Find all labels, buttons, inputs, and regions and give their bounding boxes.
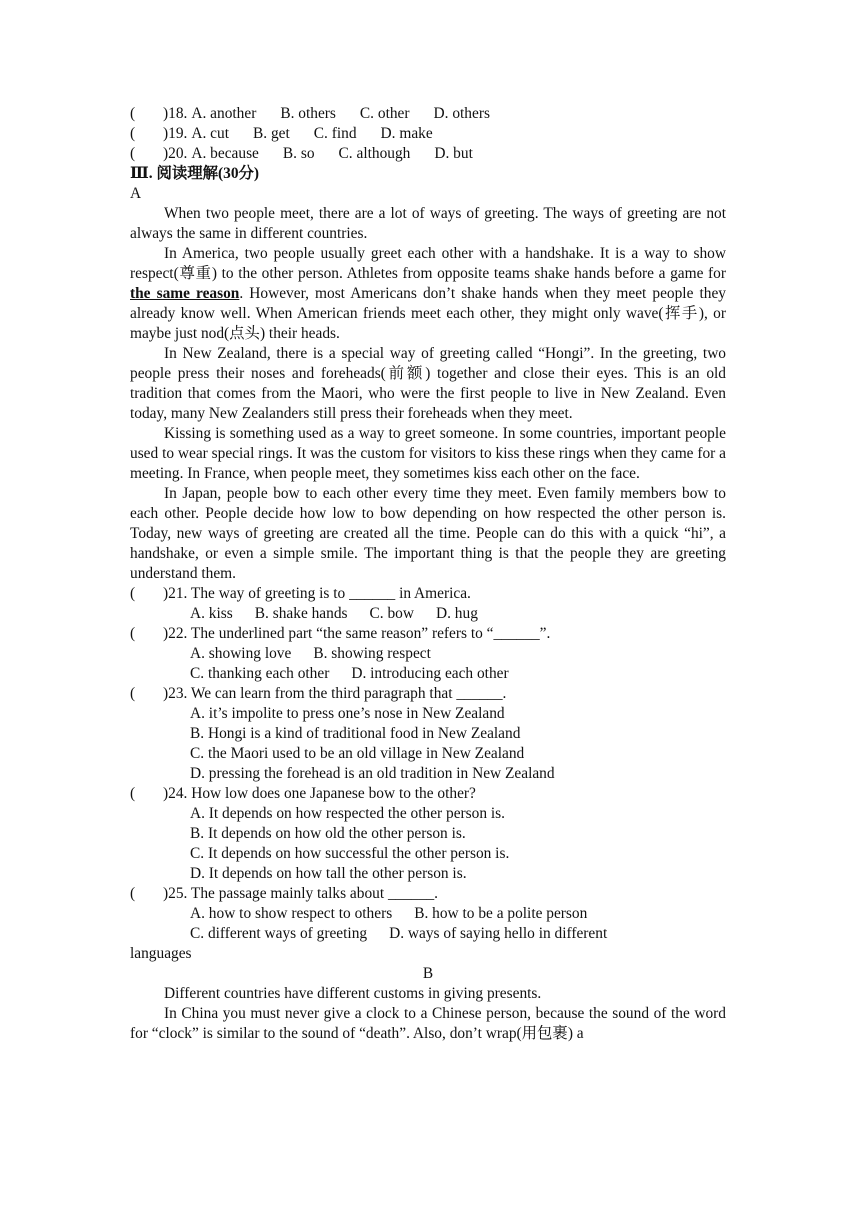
passage-a-paragraph-1: When two people meet, there are a lot of ways of greeting. The ways of greeting are not always the same in different countries. — [130, 205, 726, 242]
option: C. different ways of greeting — [190, 925, 368, 942]
question-stem: )21. The way of greeting is to ______ in America. — [163, 585, 471, 602]
question-stem: )23. We can learn from the third paragraph that ______. — [163, 685, 507, 702]
option-wrap: languages — [130, 945, 192, 962]
option: C. the Maori used to be an old village in New Zealand — [190, 745, 525, 762]
question-stem: )25. The passage mainly talks about ______. — [163, 885, 438, 902]
option: C. other — [359, 105, 410, 122]
option: A. kiss — [190, 605, 233, 622]
option: D. others — [433, 105, 490, 122]
question-19 — [130, 124, 726, 144]
option: A. It depends on how respected the other person is. — [190, 805, 505, 822]
underlined-phrase: the same reason — [130, 285, 240, 302]
answer-paren: ( — [130, 785, 136, 802]
question-stem: )22. The underlined part “the same reason” refers to “______”. — [163, 625, 551, 642]
option: A. how to show respect to others — [190, 905, 393, 922]
question-18 — [130, 104, 726, 124]
section-heading: Ⅲ. 阅读理解(30分) — [130, 165, 260, 182]
option: D. hug — [436, 605, 478, 622]
option: A. showing love — [190, 645, 292, 662]
option: B. shake hands — [254, 605, 348, 622]
option: B. Hongi is a kind of traditional food in New Zealand — [190, 725, 521, 742]
option: A. another — [191, 105, 257, 122]
question-number: )18. — [163, 105, 188, 122]
answer-paren: ( — [130, 885, 136, 902]
question-23 — [130, 684, 726, 704]
option: C. although — [338, 145, 411, 162]
option: D. introducing each other — [351, 665, 509, 682]
passage-a-paragraph-4: Kissing is something used as a way to greet someone. In some countries, important people used to wear special rings. It was the custom for visitors to kiss these rings when they came for a meeting. In France, when people meet, they sometimes kiss each other on the face. — [130, 425, 726, 482]
option: B. others — [280, 105, 336, 122]
option: D. It depends on how tall the other person is. — [190, 865, 467, 882]
option: A. because — [191, 145, 259, 162]
question-21 — [130, 584, 726, 604]
option: D. but — [434, 145, 473, 162]
passage-b-paragraph-2: In China you must never give a clock to a Chinese person, because the sound of the word for “clock” is similar to the sound of “death”. Also, don’t wrap(用包裹) a — [130, 1005, 726, 1042]
passage-b-paragraph-1: Different countries have different customs in giving presents. — [164, 985, 542, 1002]
answer-paren: ( — [130, 585, 136, 602]
option: B. so — [282, 145, 315, 162]
content — [130, 104, 726, 1044]
option: A. it’s impolite to press one’s nose in New Zealand — [190, 705, 505, 722]
option: B. showing respect — [313, 645, 431, 662]
option: C. find — [313, 125, 357, 142]
option: D. ways of saying hello in different — [389, 925, 608, 942]
option: D. make — [380, 125, 433, 142]
paragraph-text: In America, two people usually greet each other with a handshake. It is a way to show respect(尊重) to the other person. Athletes from opposite teams shake hands before a game for — [130, 245, 726, 282]
answer-paren: ( — [130, 685, 136, 702]
question-stem: )24. How low does one Japanese bow to the other? — [163, 785, 476, 802]
question-25-options-row-2 — [130, 924, 726, 944]
option: B. how to be a polite person — [414, 905, 588, 922]
option: C. bow — [369, 605, 414, 622]
passage-b-label: B — [422, 965, 434, 982]
option: A. cut — [191, 125, 229, 142]
option: B. It depends on how old the other person is. — [190, 825, 466, 842]
question-20 — [130, 144, 726, 164]
answer-paren: ( — [130, 145, 136, 162]
option: D. pressing the forehead is an old tradition in New Zealand — [190, 765, 555, 782]
question-25-options-row-1 — [130, 904, 726, 924]
question-22-options-row-2 — [130, 664, 726, 684]
answer-paren: ( — [130, 105, 136, 122]
passage-a-paragraph-5: In Japan, people bow to each other every time they meet. Even family members bow to each other. People decide how low to bow depending on how respected the other person is. Today, new ways of greeting are created all the time. People can do this with a quick “hi”, a handshake, or even a simple smile. The important thing is that the people they are greeting understand them. — [130, 485, 726, 582]
option: B. get — [253, 125, 290, 142]
question-number: )19. — [163, 125, 188, 142]
answer-paren: ( — [130, 125, 136, 142]
option: C. It depends on how successful the other person is. — [190, 845, 510, 862]
question-22-options-row-1 — [130, 644, 726, 664]
question-21-options — [130, 604, 726, 624]
question-24 — [130, 784, 726, 804]
answer-paren: ( — [130, 625, 136, 642]
paragraph-text: . However, most Americans don’t shake hands when they meet people they already know well. When American friends meet each other, they might only wave(挥手), or maybe just nod(点头) their heads. — [130, 285, 726, 342]
question-number: )20. — [163, 145, 188, 162]
option: C. thanking each other — [190, 665, 330, 682]
passage-a-label: A — [130, 185, 142, 202]
question-22 — [130, 624, 726, 644]
question-25 — [130, 884, 726, 904]
passage-a-paragraph-2 — [130, 244, 726, 344]
passage-a-paragraph-3: In New Zealand, there is a special way of greeting called “Hongi”. In the greeting, two people press their noses and foreheads(前额) together and close their eyes. This is an old tradition that comes from the Maori, who were the first people to live in New Zealand. Even today, many New Zealanders still press their foreheads when they meet. — [130, 345, 726, 422]
